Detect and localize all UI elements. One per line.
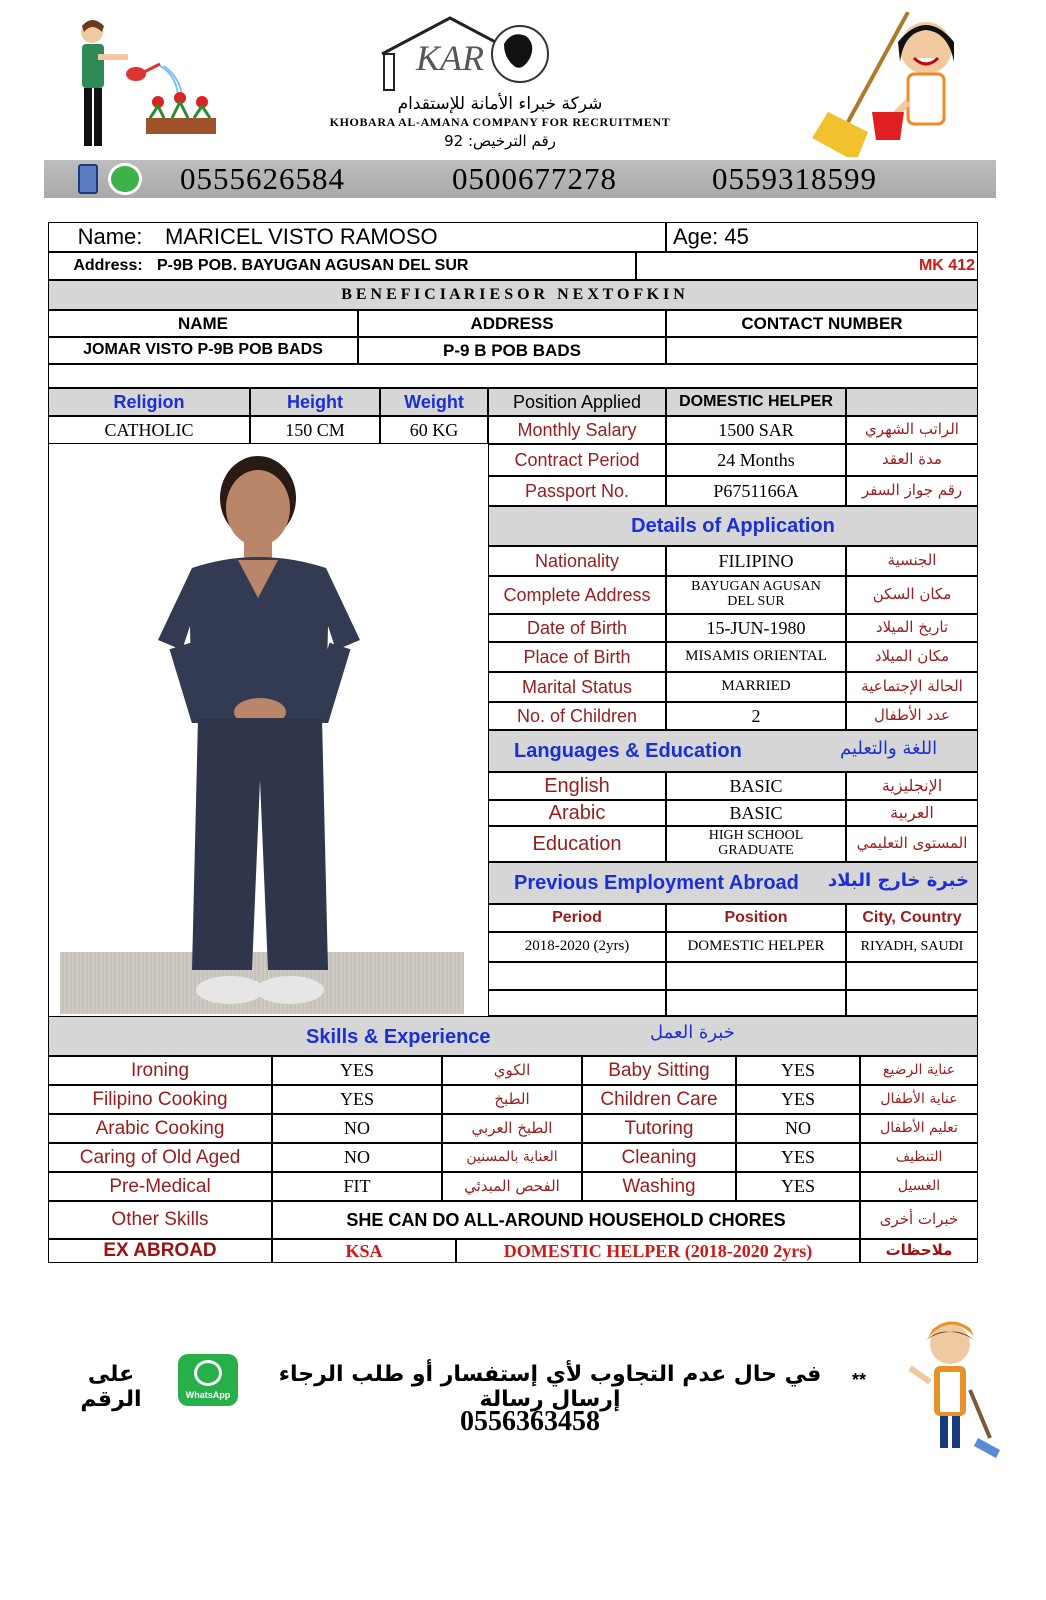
cleaner-illustration: [808, 12, 978, 157]
ex-abroad-label: EX ABROAD: [48, 1239, 272, 1263]
employment-header-position: Position: [666, 904, 846, 932]
footer-contact-number[interactable]: 0556363458: [460, 1406, 600, 1437]
passport-value: P6751166A: [666, 476, 846, 506]
complete-address-label: Complete Address: [488, 576, 666, 614]
svg-text:KAR: KAR: [416, 38, 484, 78]
skill-washing-label: Washing: [582, 1172, 736, 1201]
other-skills-value: SHE CAN DO ALL-AROUND HOUSEHOLD CHORES: [272, 1201, 860, 1239]
applicant-name: MARICEL VISTO RAMOSO: [165, 224, 438, 250]
phone-number-3[interactable]: 0559318599: [712, 161, 877, 196]
skill-arabic-cooking-label: Arabic Cooking: [48, 1114, 272, 1143]
date-of-birth-label-arabic: تاريخ الميلاد: [846, 614, 978, 642]
skill-children-care-label: Children Care: [582, 1085, 736, 1114]
footer-stars: **: [852, 1370, 867, 1390]
beneficiary-header-contact: CONTACT NUMBER: [666, 310, 978, 337]
skill-old-aged-label: Caring of Old Aged: [48, 1143, 272, 1172]
company-name-arabic: شركة خبراء الأمانة للإستقدام: [397, 94, 603, 114]
arabic-value: BASIC: [666, 800, 846, 826]
religion-header: Religion: [48, 388, 250, 416]
ex-abroad-detail: DOMESTIC HELPER (2018-2020 2yrs): [456, 1239, 860, 1263]
children-label: No. of Children: [488, 702, 666, 730]
address-label: Address:: [73, 256, 143, 274]
nationality-label: Nationality: [488, 546, 666, 576]
skills-title-arabic: خبرة العمل: [650, 1022, 735, 1043]
height-value: 150 CM: [250, 416, 380, 444]
mobile-phone-icon: [78, 164, 98, 194]
applicant-address: P-9B POB. BAYUGAN AGUSAN DEL SUR: [157, 256, 469, 274]
phone-number-2[interactable]: 0500677278: [452, 161, 617, 196]
skill-ironing-arabic: الكوي: [442, 1056, 582, 1085]
skill-babysitting-arabic: عناية الرضيع: [860, 1056, 978, 1085]
address-cell: [48, 252, 636, 280]
employment-period-1: 2018-2020 (2yrs): [488, 932, 666, 962]
employment-city-2: [846, 962, 978, 990]
beneficiary-header-name: NAME: [48, 310, 358, 337]
education-label-arabic: المستوى التعليمي: [846, 826, 978, 862]
date-of-birth-label: Date of Birth: [488, 614, 666, 642]
passport-label-arabic: رقم جواز السفر: [846, 476, 978, 506]
skill-old-aged-arabic: العناية بالمسنين: [442, 1143, 582, 1172]
whatsapp-bubble-icon: [194, 1360, 222, 1386]
place-of-birth-value: MISAMIS ORIENTAL: [666, 642, 846, 672]
complete-address-value: BAYUGAN AGUSAN DEL SUR: [666, 576, 846, 614]
weight-value: 60 KG: [380, 416, 488, 444]
gardener-illustration: [60, 14, 240, 154]
whatsapp-label: WhatsApp: [185, 1390, 231, 1400]
education-label: Education: [488, 826, 666, 862]
languages-title: Languages & Education: [514, 740, 742, 762]
education-value: HIGH SCHOOL GRADUATE: [666, 826, 846, 862]
employment-header-period: Period: [488, 904, 666, 932]
skill-pre-medical-value: FIT: [272, 1172, 442, 1201]
employment-period-2: [488, 962, 666, 990]
details-title: Details of Application: [488, 506, 978, 546]
arabic-label-arabic: العربية: [846, 800, 978, 826]
skill-cleaning-arabic: التنظيف: [860, 1143, 978, 1172]
english-label-arabic: الإنجليزية: [846, 772, 978, 800]
salary-label-arabic: الراتب الشهري: [846, 416, 978, 444]
children-label-arabic: عدد الأطفال: [846, 702, 978, 730]
english-value: BASIC: [666, 772, 846, 800]
company-logo: [380, 14, 550, 92]
mop-lady-illustration: [900, 1310, 1000, 1460]
footer-on-number: على الرقم: [80, 1362, 142, 1412]
contract-period-value: 24 Months: [666, 444, 846, 476]
employment-period-3: [488, 990, 666, 1016]
skill-washing-arabic: الغسيل: [860, 1172, 978, 1201]
marital-status-label-arabic: الحالة الإجتماعية: [846, 672, 978, 702]
beneficiaries-title: B E N E F I C I A R I E S O R N E X T O F K I N: [48, 280, 978, 310]
salary-value: 1500 SAR: [666, 416, 846, 444]
position-applied-spacer: [846, 388, 978, 416]
skill-cleaning-value: YES: [736, 1143, 860, 1172]
marital-status-value: MARRIED: [666, 672, 846, 702]
place-of-birth-label-arabic: مكان الميلاد: [846, 642, 978, 672]
english-label: English: [488, 772, 666, 800]
skill-babysitting-value: YES: [736, 1056, 860, 1085]
ex-abroad-arabic: ملاحظات: [860, 1239, 978, 1263]
beneficiary-contact: [666, 337, 978, 364]
phone-number-1[interactable]: 0555626584: [180, 161, 345, 196]
beneficiary-name: JOMAR VISTO P-9B POB BADS: [48, 337, 358, 364]
position-applied-value: DOMESTIC HELPER: [666, 388, 846, 416]
weight-header: Weight: [380, 388, 488, 416]
employment-position-3: [666, 990, 846, 1016]
skill-arabic-cooking-value: NO: [272, 1114, 442, 1143]
company-name-english: KHOBARA AL-AMANA COMPANY FOR RECRUITMENT: [329, 115, 671, 129]
skill-tutoring-label: Tutoring: [582, 1114, 736, 1143]
skill-arabic-cooking-arabic: الطبخ العربي: [442, 1114, 582, 1143]
ex-abroad-country: KSA: [272, 1239, 456, 1263]
date-of-birth-value: 15-JUN-1980: [666, 614, 846, 642]
beneficiary-header-address: ADDRESS: [358, 310, 666, 337]
marital-status-label: Marital Status: [488, 672, 666, 702]
arabic-label: Arabic: [488, 800, 666, 826]
employment-header-city: City, Country: [846, 904, 978, 932]
skill-tutoring-arabic: تعليم الأطفال: [860, 1114, 978, 1143]
skill-old-aged-value: NO: [272, 1143, 442, 1172]
salary-label: Monthly Salary: [488, 416, 666, 444]
contract-period-label-arabic: مدة العقد: [846, 444, 978, 476]
license-number: رقم الترخيص: 92: [444, 132, 556, 150]
contract-period-label: Contract Period: [488, 444, 666, 476]
skills-title-row: [48, 1016, 978, 1056]
skill-ironing-label: Ironing: [48, 1056, 272, 1085]
name-cell: [48, 222, 666, 252]
employment-title: Previous Employment Abroad: [514, 872, 799, 894]
employment-city-3: [846, 990, 978, 1016]
skill-filipino-cooking-value: YES: [272, 1085, 442, 1114]
skill-filipino-cooking-arabic: الطبخ: [442, 1085, 582, 1114]
age-cell: Age: 45: [666, 222, 978, 252]
other-skills-arabic: خبرات أخرى: [860, 1201, 978, 1239]
skill-children-care-value: YES: [736, 1085, 860, 1114]
skill-babysitting-label: Baby Sitting: [582, 1056, 736, 1085]
height-header: Height: [250, 388, 380, 416]
employment-position-2: [666, 962, 846, 990]
footer-message: في حال عدم التجاوب لأي إستفسار أو طلب الرجاء إرسال رسالة: [278, 1362, 822, 1412]
employment-title-arabic: خبرة خارج البلاد: [828, 870, 969, 891]
skill-tutoring-value: NO: [736, 1114, 860, 1143]
applicant-code: MK 412: [636, 252, 978, 280]
skills-title: Skills & Experience: [306, 1026, 491, 1048]
children-value: 2: [666, 702, 846, 730]
passport-label: Passport No.: [488, 476, 666, 506]
skill-cleaning-label: Cleaning: [582, 1143, 736, 1172]
skill-washing-value: YES: [736, 1172, 860, 1201]
skill-filipino-cooking-label: Filipino Cooking: [48, 1085, 272, 1114]
beneficiary-address: P-9 B POB BADS: [358, 337, 666, 364]
employment-position-1: DOMESTIC HELPER: [666, 932, 846, 962]
skill-pre-medical-arabic: الفحص المبدئي: [442, 1172, 582, 1201]
religion-value: CATHOLIC: [48, 416, 250, 444]
phone-bar: [44, 160, 996, 198]
applicant-photo: [140, 450, 380, 1020]
skill-children-care-arabic: عناية الأطفال: [860, 1085, 978, 1114]
place-of-birth-label: Place of Birth: [488, 642, 666, 672]
complete-address-label-arabic: مكان السكن: [846, 576, 978, 614]
name-label: Name:: [77, 224, 143, 250]
nationality-label-arabic: الجنسية: [846, 546, 978, 576]
skill-pre-medical-label: Pre-Medical: [48, 1172, 272, 1201]
languages-title-arabic: اللغة والتعليم: [840, 738, 938, 759]
employment-city-1: RIYADH, SAUDI: [846, 932, 978, 962]
whatsapp-small-icon: [108, 163, 142, 195]
position-applied-label: Position Applied: [488, 388, 666, 416]
skill-ironing-value: YES: [272, 1056, 442, 1085]
nationality-value: FILIPINO: [666, 546, 846, 576]
beneficiary-spacer-row: [48, 364, 978, 388]
whatsapp-icon[interactable]: [178, 1354, 238, 1406]
other-skills-label: Other Skills: [48, 1201, 272, 1239]
